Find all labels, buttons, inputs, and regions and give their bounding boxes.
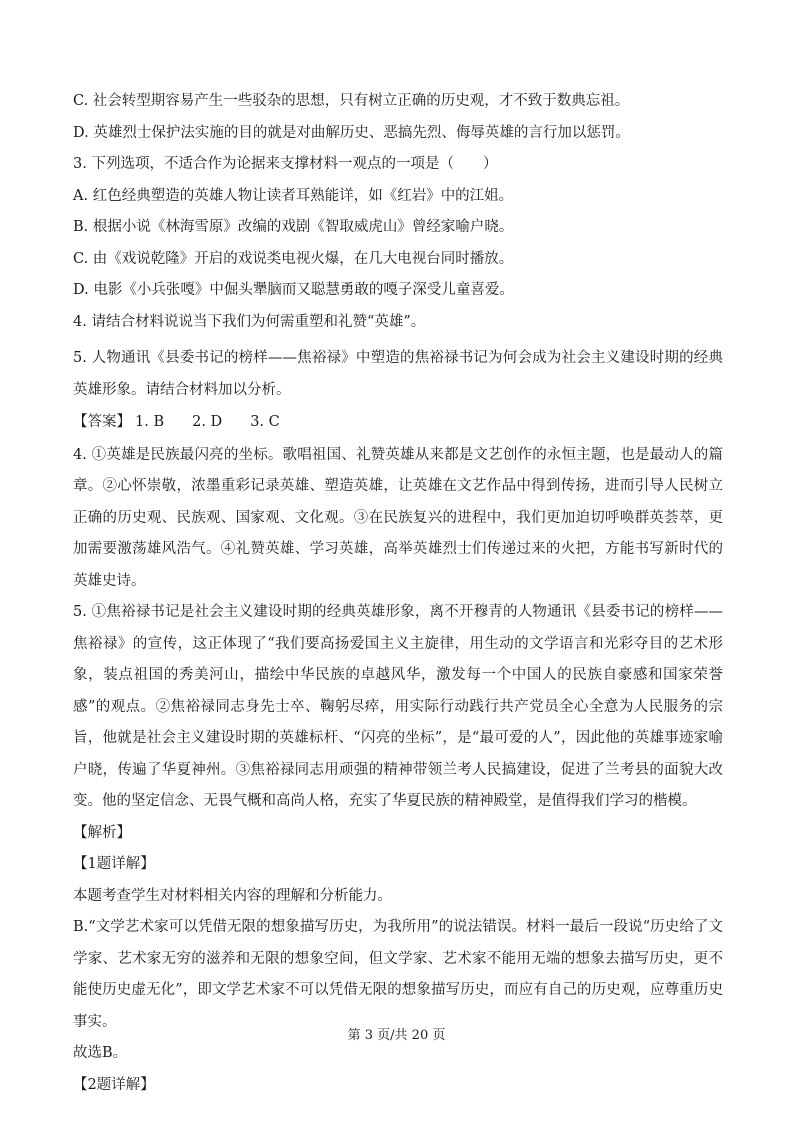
answer-tag: 【答案】	[73, 414, 131, 430]
option-d-line: D. 英雄烈士保护法实施的目的就是对曲解历史、恶搞先烈、侮辱英雄的言行加以惩罚。	[73, 124, 630, 141]
answer-5-paragraph: 5. ①焦裕禄书记是社会主义建设时期的经典英雄形象，离不开穆青的人物通讯《县委书记的榜样——焦裕禄》的宣传，这正体现了“我们要高扬爱国主义主旋律，用生动的文学语言和光彩夺目的艺术形象，装点祖国的秀美河山，描绘中华民族的卓越风华，激发每一个中国人的民族自豪感和国家荣誉感”的观点。②焦裕禄同志身先士卒、鞠躬尽瘁，用实际行动践行共产党员全心全意为人民服务的宗旨，他就是社会主义建设时期的英雄标杆、“闪亮的坐标”，是“最可爱的人”，因此他的英雄事迹家喻户晓，传遍了华夏神州。③焦裕禄同志用顽强的精神带领兰考人民搞建设，促进了兰考县的面貌大改变。他的坚定信念、无畏气概和高尚人格，充实了华夏民族的精神殿堂，是值得我们学习的楷模。	[73, 604, 723, 809]
detail-1-tag: 【1题详解】	[73, 856, 155, 872]
question-3-option-c: C. 由《戏说乾隆》开启的戏说类电视火爆，在几大电视台同时播放。	[73, 250, 514, 267]
question-4: 4. 请结合材料说说当下我们为何需重塑和礼赞“英雄”。	[73, 313, 426, 330]
detail-1-body: B.“文学艺术家可以凭借无限的想象描写历史，为我所用”的说法错误。材料一最后一段说“历史给了文学家、艺术家无穷的滋养和无限的想象空间，但文学家、艺术家不能用无端的想象去描写历史，更不能使历史虚无化”，即文学艺术家不可以凭借无限的想象描写历史，而应有自己的历史观，应尊重历史事实。	[73, 919, 723, 1030]
answer-item-3: 3. C	[250, 414, 280, 430]
analysis-tag: 【解析】	[73, 824, 131, 841]
option-c-line: C. 社会转型期容易产生一些驳杂的思想，只有树立正确的历史观，才不致于数典忘祖。	[73, 93, 630, 109]
question-3-option-b: B. 根据小说《林海雪原》改编的戏剧《智取威虎山》曾经家喻户晓。	[73, 219, 514, 235]
question-5: 5. 人物通讯《县委书记的榜样——焦裕禄》中塑造的焦裕禄书记为何会成为社会主义建设时期的经典英雄形象。请结合材料加以分析。	[73, 350, 723, 398]
answer-row	[73, 412, 723, 433]
page-footer: 第 3 页/共 20 页	[347, 1028, 446, 1043]
question-3-option-d: D. 电影《小兵张嘎》中倔头犟脑而又聪慧勇敢的嘎子深受儿童喜爱。	[73, 282, 514, 298]
detail-1-choice: 故选B。	[73, 1045, 128, 1061]
answer-4-paragraph: 4. ①英雄是民族最闪亮的坐标。歌唱祖国、礼赞英雄从来都是文艺创作的永恒主题，也是最动人的篇章。②心怀崇敬，浓墨重彩记录英雄、塑造英雄，让英雄在文艺作品中得到传扬，进而引导人民树立正确的历史观、民族观、国家观、文化观。③在民族复兴的进程中，我们更加迫切呼唤群英荟萃，更加需要激荡雄风浩气。④礼赞英雄、学习英雄，高举英雄烈士们传递过来的火把，方能书写新时代的英雄史诗。	[73, 446, 723, 589]
page-content	[73, 91, 723, 1101]
detail-1-intro: 本题考查学生对材料相关内容的理解和分析能力。	[73, 887, 392, 904]
question-3: 3. 下列选项，不适合作为论据来支撑材料一观点的一项是（ ）	[73, 156, 498, 172]
answer-item-1: 1. B	[135, 414, 165, 430]
detail-2-tag: 【2题详解】	[73, 1076, 155, 1093]
answer-item-2: 2. D	[192, 414, 223, 430]
question-3-option-a: A. 红色经典塑造的英雄人物让读者耳熟能详，如《红岩》中的江姐。	[73, 187, 514, 204]
